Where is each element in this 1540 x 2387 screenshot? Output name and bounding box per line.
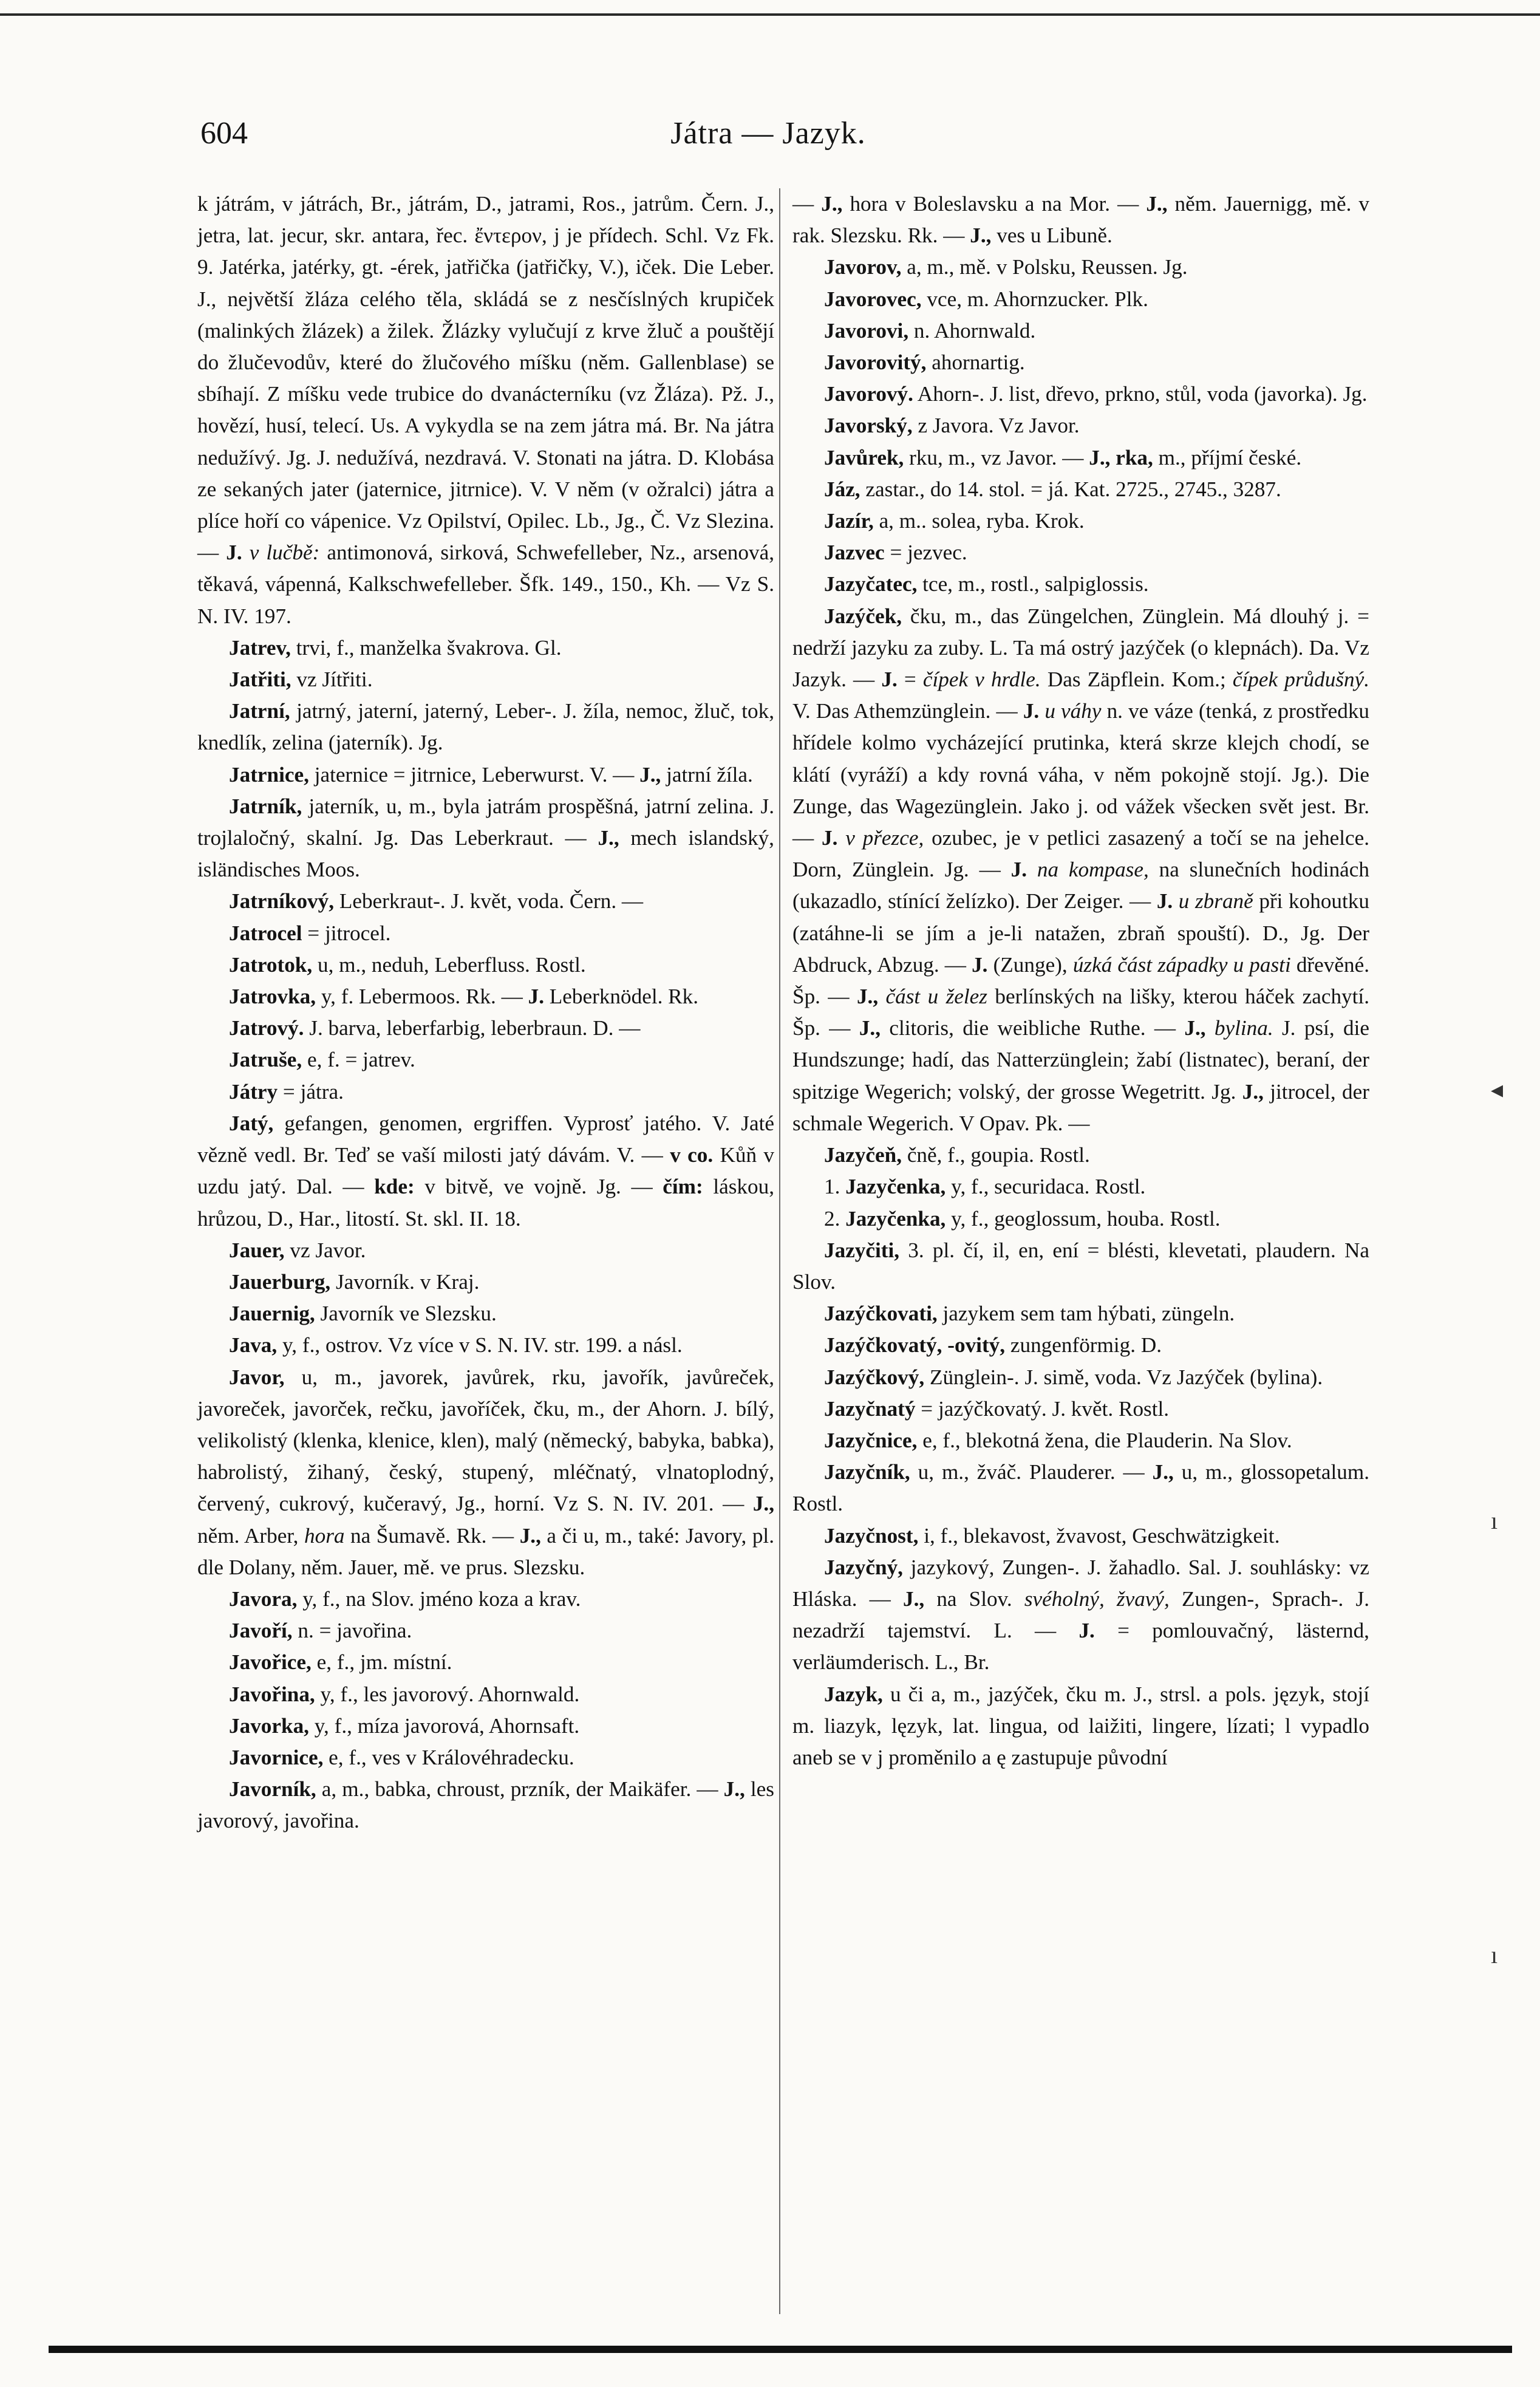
column-divider — [779, 188, 780, 2314]
entry-text — [1173, 889, 1179, 913]
entry-headword: Jazýček, — [824, 604, 902, 628]
entry-headword: J., — [519, 1523, 541, 1548]
entry-text: hora v Boleslavsku a na Mor. — — [842, 192, 1146, 216]
entry-headword: Javorka, — [229, 1713, 309, 1738]
entry-text: ozubec, je v petlici zasazený a točí se na jehelce. Dorn, Zünglein. Jg. — — [792, 826, 1369, 882]
entry-text: tce, m., rostl., salpiglossis. — [917, 572, 1149, 596]
entry-headword: Javořina, — [229, 1682, 315, 1706]
dictionary-entry — [197, 1710, 774, 1742]
entry-text: = jitrocel. — [302, 921, 391, 945]
entry-text: = játra. — [278, 1079, 344, 1104]
entry-headword: Javorský, — [824, 414, 913, 438]
entry-italic-text: čípek v hrdle. — [922, 668, 1041, 692]
entry-headword: Javorov, — [824, 255, 902, 279]
entry-text: jaterník, u, m., byla jatrám prospěšná, jatrní zelina. J. trojlaločný, skalní. Jg. Das Leberkraut. — — [197, 794, 774, 850]
dictionary-entry — [197, 632, 774, 664]
entry-text: y, f., securidaca. Rostl. — [945, 1175, 1146, 1199]
dictionary-entry — [792, 378, 1369, 410]
dictionary-entry — [792, 1362, 1369, 1393]
entry-text: J. psí, die Hundszunge; hadí, das Natterzünglein; žabí (listnatec), beraní, der spitzige Wegerich; volský, der grosse Wegetritt. Jg. — [792, 1016, 1370, 1104]
entry-text — [242, 541, 250, 564]
entry-italic-text: bylina. — [1214, 1016, 1273, 1040]
entry-headword: Javorovec, — [824, 287, 922, 311]
dictionary-entry — [792, 1520, 1369, 1552]
entry-text: u či a, m., jazýček, čku m. J., strsl. a pols. język, stojí m. liazyk, lęzyk, lat. lingua, od laižiti, lingere, lízati; l vypadlo aneb se v j proměnilo a ę zastupuje původní — [792, 1682, 1369, 1769]
entry-headword: Javorník, — [229, 1777, 316, 1801]
entry-italic-text: u váhy — [1044, 699, 1102, 723]
dictionary-entry — [197, 1647, 774, 1678]
entry-text: dřevěné. Šp. — — [792, 952, 1369, 1009]
dictionary-entry — [792, 601, 1369, 1139]
dictionary-entry — [197, 1076, 774, 1108]
entry-headword: Jazyčnice, — [824, 1428, 918, 1452]
entry-text: rku, m., vz Javor. — — [904, 445, 1089, 470]
dictionary-entry — [197, 1044, 774, 1076]
dictionary-entry — [197, 664, 774, 695]
entry-text: mech islandský, isländisches Moos. — [197, 826, 774, 882]
entry-headword: Jazyčný, — [824, 1555, 903, 1579]
entry-headword: Jauer, — [229, 1238, 285, 1262]
entry-headword: Jatrocel — [229, 921, 302, 945]
dictionary-entry — [792, 1298, 1369, 1330]
dictionary-entry — [792, 284, 1369, 315]
entry-text: ahornartig. — [926, 350, 1025, 375]
entry-headword: J., — [1242, 1079, 1264, 1104]
dictionary-entry — [197, 1298, 774, 1330]
entry-italic-text: u zbraně — [1178, 889, 1253, 913]
entry-text: něm. Arber, — [197, 1523, 304, 1548]
dictionary-entry — [792, 1171, 1369, 1203]
entry-headword: Jazyčatec, — [824, 572, 918, 596]
entry-text: = jezvec. — [884, 541, 967, 565]
entry-text: trvi, f., manželka švakrova. Gl. — [290, 635, 562, 660]
entry-text: na Slov. — [924, 1586, 1024, 1611]
entry-text: = — [897, 668, 923, 692]
entry-text: jazykem sem tam hýbati, züngeln. — [937, 1302, 1235, 1326]
entry-headword: Javoří, — [229, 1619, 293, 1643]
entry-text: V. Das Athemzünglein. — — [792, 699, 1023, 723]
entry-headword: Javořice, — [229, 1650, 312, 1675]
entry-headword: Java, — [229, 1333, 278, 1357]
entry-headword: Jazýčkovati, — [824, 1302, 938, 1326]
entry-headword: J., — [970, 224, 992, 248]
entry-text: y, f. Lebermoos. Rk. — — [316, 985, 528, 1009]
entry-text: n. = javořina. — [292, 1619, 412, 1643]
entry-headword: J., — [859, 1016, 881, 1040]
entry-headword: Javorový. — [824, 382, 913, 406]
entry-text: jatrní žíla. — [661, 762, 753, 787]
dictionary-entry — [792, 505, 1369, 537]
entry-text: Zünglein-. J. simě, voda. Vz Jazýček (bylina). — [924, 1365, 1323, 1389]
dictionary-entry — [792, 537, 1369, 569]
dictionary-entry — [197, 949, 774, 981]
entry-text: e, f., ves v Královéhradecku. — [323, 1745, 574, 1769]
entry-headword: Jazyčeň, — [824, 1143, 902, 1167]
dictionary-entry — [197, 695, 774, 759]
entry-text: jatrný, jaterní, jaterný, Leber-. J. žíla, nemoc, žluč, tok, knedlík, zelina (jaterník). Jg. — [197, 699, 774, 755]
entry-headword: Jatrní, — [229, 699, 290, 723]
entry-headword: kde: — [374, 1175, 415, 1199]
entry-headword: Jazyk, — [824, 1682, 883, 1706]
entry-text: e, f. = jatrev. — [302, 1048, 415, 1072]
entry-text: y, f., geoglossum, houba. Rostl. — [945, 1206, 1221, 1231]
entry-headword: J., rka, — [1089, 445, 1153, 470]
entry-headword: Jatrnice, — [229, 762, 309, 787]
entry-headword: Jatrníkový, — [229, 889, 335, 913]
entry-text: a, m., babka, chroust, przník, der Maikäfer. — — [316, 1777, 724, 1801]
entry-headword: Játry — [229, 1079, 278, 1104]
dictionary-entry — [197, 1330, 774, 1361]
entry-italic-text: svéholný, žvavý, — [1024, 1586, 1170, 1611]
entry-headword: Jatrník, — [229, 794, 302, 818]
dictionary-entry — [792, 251, 1369, 283]
entry-text: n. Ahornwald. — [908, 318, 1036, 343]
entry-text: e, f., jm. místní. — [311, 1650, 452, 1675]
left-column — [197, 188, 774, 1837]
entry-italic-text: část u želez — [885, 985, 987, 1009]
entry-headword: Jatrev, — [229, 635, 291, 660]
dictionary-entry — [792, 1393, 1369, 1425]
page-header — [182, 115, 1354, 164]
dictionary-entry — [197, 1583, 774, 1615]
entry-text: vce, m. Ahornzucker. Plk. — [921, 287, 1148, 311]
dictionary-entry — [792, 442, 1369, 474]
entry-headword: Javor, — [229, 1365, 285, 1389]
entry-text: y, f., míza javorová, Ahornsaft. — [308, 1713, 580, 1738]
dictionary-entry — [792, 569, 1369, 600]
dictionary-entry — [792, 188, 1369, 251]
entry-text: jazykový, Zungen-. J. žahadlo. Sal. J. souhlásky: vz Hláska. — — [792, 1555, 1369, 1611]
entry-text: 3. pl. čí, il, en, ení = blésti, klevetati, plaudern. Na Slov. — [792, 1238, 1369, 1294]
entry-headword: J., — [856, 985, 879, 1009]
entry-text: zastar., do 14. stol. = já. Kat. 2725., 2745., 3287. — [860, 477, 1281, 501]
entry-headword: Jazyčiti, — [824, 1238, 900, 1262]
entry-text: a či u, m., také: Javory, pl. dle Dolany, něm. Jauer, mě. ve prus. Slezsku. — [197, 1523, 774, 1579]
dictionary-entry — [197, 886, 774, 917]
margin-mark-tick: ı — [1491, 1507, 1498, 1534]
dictionary-entry — [197, 918, 774, 949]
entry-headword: J. — [1010, 858, 1027, 882]
entry-headword: J., — [639, 762, 661, 787]
entry-text: něm. Jauernigg, mě. v rak. Slezsku. Rk. — — [792, 192, 1370, 248]
dictionary-entry — [792, 410, 1369, 442]
entry-text: Zungen-, Sprach-. J. nezadrží tajemství. L. — — [792, 1586, 1369, 1643]
entry-text: Javorník ve Slezsku. — [315, 1302, 497, 1326]
right-column — [792, 188, 1369, 1774]
dictionary-entry — [792, 1456, 1369, 1520]
dictionary-entry — [197, 1615, 774, 1647]
bottom-rule — [49, 2346, 1512, 2353]
entry-headword: J., — [1152, 1460, 1174, 1484]
dictionary-entry — [792, 1139, 1369, 1171]
entry-headword: Javorovitý, — [824, 350, 927, 375]
entry-italic-text: čípek průdušný. — [1232, 668, 1369, 692]
entry-text: při kohoutku (zatáhne-li se jím a je-li natažen, zbraň spouští). D., Jg. Der Abdruck, Abzug. — — [792, 889, 1369, 977]
entry-text: n. ve váze (tenká, z prostředku hřídele kolmo vycházející prutinka, která skrze klejch chodí, se klátí (vyráží) a kdy rovná váha, v něm pokojně stojí. Jg.). Die Zunge, das Wagezünglein. Jako j. od vážek všecken svět jest. Br. — — [792, 699, 1370, 850]
entry-text: z Javora. Vz Javor. — [912, 414, 1080, 438]
dictionary-entry — [197, 759, 774, 791]
entry-headword: J., — [821, 192, 843, 216]
entry-text — [1027, 858, 1037, 881]
entry-headword: Jazyčnost, — [824, 1523, 919, 1548]
dictionary-entry — [792, 474, 1369, 505]
entry-text: Kůň v uzdu jatý. Dal. — — [197, 1143, 774, 1199]
entry-headword: J., — [1146, 192, 1168, 216]
entry-text: antimonová, sirková, Schwefelleber, Nz., arsenová, těkavá, vápenná, Kalkschwefelleber. Šfk. 149., 150., Kh. — Vz S. N. IV. 197. — [197, 541, 774, 628]
entry-headword: J. — [881, 668, 898, 692]
entry-headword: Jazír, — [824, 509, 874, 533]
entry-text: na slunečních hodinách (ukazadlo, stínící želízko). Der Zeiger. — — [792, 858, 1369, 913]
entry-text: les javorový, javořina. — [197, 1777, 774, 1833]
entry-text: Ahorn-. J. list, dřevo, prkno, stůl, voda (javorka). Jg. — [913, 382, 1368, 406]
entry-text: a, m., mě. v Polsku, Reussen. Jg. — [901, 255, 1188, 279]
entry-text: e, f., blekotná žena, die Plauderin. Na Slov. — [917, 1428, 1292, 1452]
entry-text: (Zunge), — [987, 952, 1073, 977]
entry-text: = pomlouvačný, lästernd, verläumderisch. L., Br. — [792, 1619, 1369, 1675]
dictionary-entry — [792, 1203, 1369, 1235]
entry-text: Das Zäpflein. Kom.; — [1040, 668, 1233, 692]
entry-text: i, f., blekavost, žvavost, Geschwätzigkeit. — [918, 1523, 1280, 1548]
entry-headword: Jazyčenka, — [845, 1175, 946, 1199]
margin-mark-tick: ı — [1491, 1941, 1498, 1969]
entry-headword: J. — [1156, 889, 1173, 913]
dictionary-entry — [792, 1235, 1369, 1298]
dictionary-entry — [197, 1013, 774, 1044]
entry-text: u, m., žváč. Plauderer. — — [910, 1460, 1153, 1484]
entry-text — [1039, 699, 1044, 723]
entry-headword: Jazýčkový, — [824, 1365, 925, 1389]
entry-text: 1. — [824, 1175, 846, 1199]
entry-headword: J. — [1023, 699, 1040, 723]
entry-headword: Javornice, — [229, 1745, 324, 1769]
entry-italic-text: úzká část západky u pasti — [1072, 952, 1291, 977]
entry-headword: Jatrotok, — [229, 952, 313, 977]
entry-headword: čím: — [663, 1175, 703, 1199]
entry-italic-text: v lučbě: — [249, 541, 320, 565]
entry-text: Leberkraut-. J. květ, voda. Čern. — — [334, 889, 644, 913]
entry-text: jaternice = jitrnice, Leberwurst. V. — — [308, 762, 640, 787]
dictionary-entry — [197, 1774, 774, 1837]
dictionary-entry — [197, 1362, 774, 1583]
dictionary-entry — [792, 1552, 1369, 1679]
entry-headword: J. — [972, 952, 988, 977]
entry-text: ves u Libuně. — [991, 224, 1112, 248]
margin-mark-arrow: ◂ — [1491, 1076, 1504, 1103]
entry-headword: Javora, — [229, 1586, 298, 1611]
entry-text: vz Jítřiti. — [291, 668, 373, 692]
entry-headword: J. — [226, 541, 242, 565]
entry-headword: Jazyčenka, — [845, 1206, 946, 1231]
entry-text: láskou, hrůzou, D., Har., litostí. St. skl. II. 18. — [197, 1175, 774, 1231]
entry-text: jitrocel, der schmale Wegerich. V Opav. Pk. — — [792, 1079, 1369, 1135]
entry-text — [837, 826, 845, 850]
dictionary-entry — [197, 188, 774, 632]
entry-headword: Jazyčnatý — [824, 1396, 916, 1421]
entry-headword: v co. — [670, 1143, 714, 1167]
entry-text: clitoris, die weibliche Ruthe. — — [881, 1016, 1185, 1040]
entry-text: vz Javor. — [284, 1238, 366, 1262]
entry-headword: J. — [1078, 1619, 1095, 1643]
entry-headword: J. — [822, 826, 838, 850]
running-head: Játra — Jazyk. — [670, 116, 866, 151]
entry-headword: Javůrek, — [824, 445, 904, 470]
entry-headword: J., — [752, 1492, 774, 1516]
entry-text: J. barva, leberfarbig, leberbraun. D. — — [304, 1016, 641, 1040]
entry-text: y, f., les javorový. Ahornwald. — [315, 1682, 580, 1706]
dictionary-entry — [197, 1266, 774, 1298]
dictionary-entry — [792, 1679, 1369, 1774]
entry-headword: Jatruše, — [229, 1048, 302, 1072]
dictionary-entry — [792, 315, 1369, 347]
entry-headword: Jatrovka, — [229, 985, 316, 1009]
dictionary-entry — [197, 981, 774, 1013]
entry-headword: Javorovi, — [824, 318, 909, 343]
entry-text: čku, m., das Züngelchen, Zünglein. Má dlouhý j. = nedrží jazyku za zuby. L. Ta má ostrý jazýček (o klepnách). Da. Vz Jazyk. — — [792, 604, 1369, 692]
entry-text: u, m., neduh, Leberfluss. Rostl. — [312, 952, 586, 977]
entry-headword: Jauerburg, — [229, 1269, 331, 1294]
entry-text: k játrám, v játrách, Br., játrám, D., jatrami, Ros., jatrům. Čern. J., jetra, lat. jecur, skr. antara, řec. ἔντερον, j je přídech. Schl. Vz Fk. 9. Jatérka, jatérky, gt. -érek, jatřička (jatřičky, V.), iček. Die Leber. J., největší žláza celého těla, skládá se z nesčíslných krupiček (malinkých žlázek) a žilek. Žlázky vylučují z krve žluč a pouštějí do žlučevodův, které do žlučového míšku (něm. Gallenblase) se sbíhají. Z míšku vede trubice do dvanácterníku (vz Žláza). Pž. J., hovězí, husí, telecí. Us. A vykydla se na zem játra má. Br. Na játra nedužívý. Jg. J. nedužívá, nezdravá. V. Stonati na játra. D. Klobása ze sekaných jater (jaternice, jitrnice). V. V něm (v ožralci) játra a plíce hoří co vápenice. Vz Opilství, Opilec. Lb., Jg., Č. Vz Slezina. — — [197, 192, 774, 565]
entry-text: u, m., javorek, javůrek, rku, javořík, javůreček, javoreček, javorček, rečku, javoříček, čku, m., der Ahorn. J. bílý, velikolistý (klenka, klenice, klen), malý (německý, babyka, babka), habrolistý, žihaný, český, stupený, mléčnatý, vlnatoplodný, červený, cukrový, kučeravý, Jg., horní. Vz S. N. IV. 201. — — [197, 1365, 774, 1516]
entry-text: Javorník. v Kraj. — [330, 1269, 480, 1294]
dictionary-entry — [197, 1235, 774, 1266]
entry-text: — — [792, 192, 822, 216]
entry-headword: Jazvec — [824, 541, 885, 565]
page-number: 604 — [200, 116, 248, 151]
entry-headword: Jazyčník, — [824, 1460, 910, 1484]
entry-text: gefangen, genomen, ergriffen. Vyprosť jatého. V. Jaté vězně vedl. Br. Teď se vaší milosti jatý dávám. V. — — [197, 1111, 774, 1167]
entry-text: berlínských na lišky, kterou háček zachytí. Šp. — — [792, 985, 1370, 1040]
entry-text: y, f., na Slov. jméno koza a krav. — [297, 1586, 581, 1611]
dictionary-entry — [197, 791, 774, 886]
entry-text — [878, 985, 885, 1008]
entry-headword: Jauernig, — [229, 1302, 315, 1326]
dictionary-entry — [792, 1330, 1369, 1361]
entry-text: a, m.. solea, ryba. Krok. — [873, 509, 1085, 533]
dictionary-entry — [197, 1679, 774, 1710]
entry-text: na Šumavě. Rk. — — [344, 1523, 520, 1548]
top-rule — [0, 13, 1540, 16]
entry-text: m., příjmí české. — [1153, 445, 1302, 470]
entry-headword: Jatřiti, — [229, 668, 291, 692]
entry-text: y, f., ostrov. Vz více v S. N. IV. str. 199. a násl. — [277, 1333, 683, 1357]
entry-headword: Jazýčkovatý, -ovitý, — [824, 1333, 1006, 1357]
entry-text: Leberknödel. Rk. — [543, 985, 699, 1009]
entry-headword: Jatrový. — [229, 1016, 304, 1040]
entry-headword: J., — [1184, 1016, 1206, 1040]
entry-headword: J., — [902, 1586, 925, 1611]
entry-headword: J., — [598, 826, 619, 850]
dictionary-entry — [792, 347, 1369, 378]
entry-italic-text: hora — [304, 1523, 345, 1548]
entry-text: = jazýčkovatý. J. květ. Rostl. — [915, 1396, 1170, 1421]
entry-headword: Jatý, — [229, 1111, 274, 1135]
dictionary-entry — [792, 1425, 1369, 1456]
entry-italic-text: v přezce, — [845, 826, 924, 850]
entry-headword: Jáz, — [824, 477, 860, 501]
entry-text — [1206, 1016, 1215, 1040]
entry-text: 2. — [824, 1206, 846, 1231]
entry-headword: J., — [723, 1777, 745, 1801]
entry-text: u, m., glossopetalum. Rostl. — [792, 1460, 1369, 1516]
dictionary-entry — [197, 1108, 774, 1235]
entry-text: v bitvě, ve vojně. Jg. — — [414, 1175, 663, 1199]
entry-text: čně, f., goupia. Rostl. — [902, 1143, 1090, 1167]
entry-italic-text: na kompase, — [1037, 858, 1149, 882]
dictionary-entry — [197, 1742, 774, 1774]
entry-text: zungenförmig. D. — [1005, 1333, 1162, 1357]
entry-headword: J. — [528, 985, 544, 1009]
